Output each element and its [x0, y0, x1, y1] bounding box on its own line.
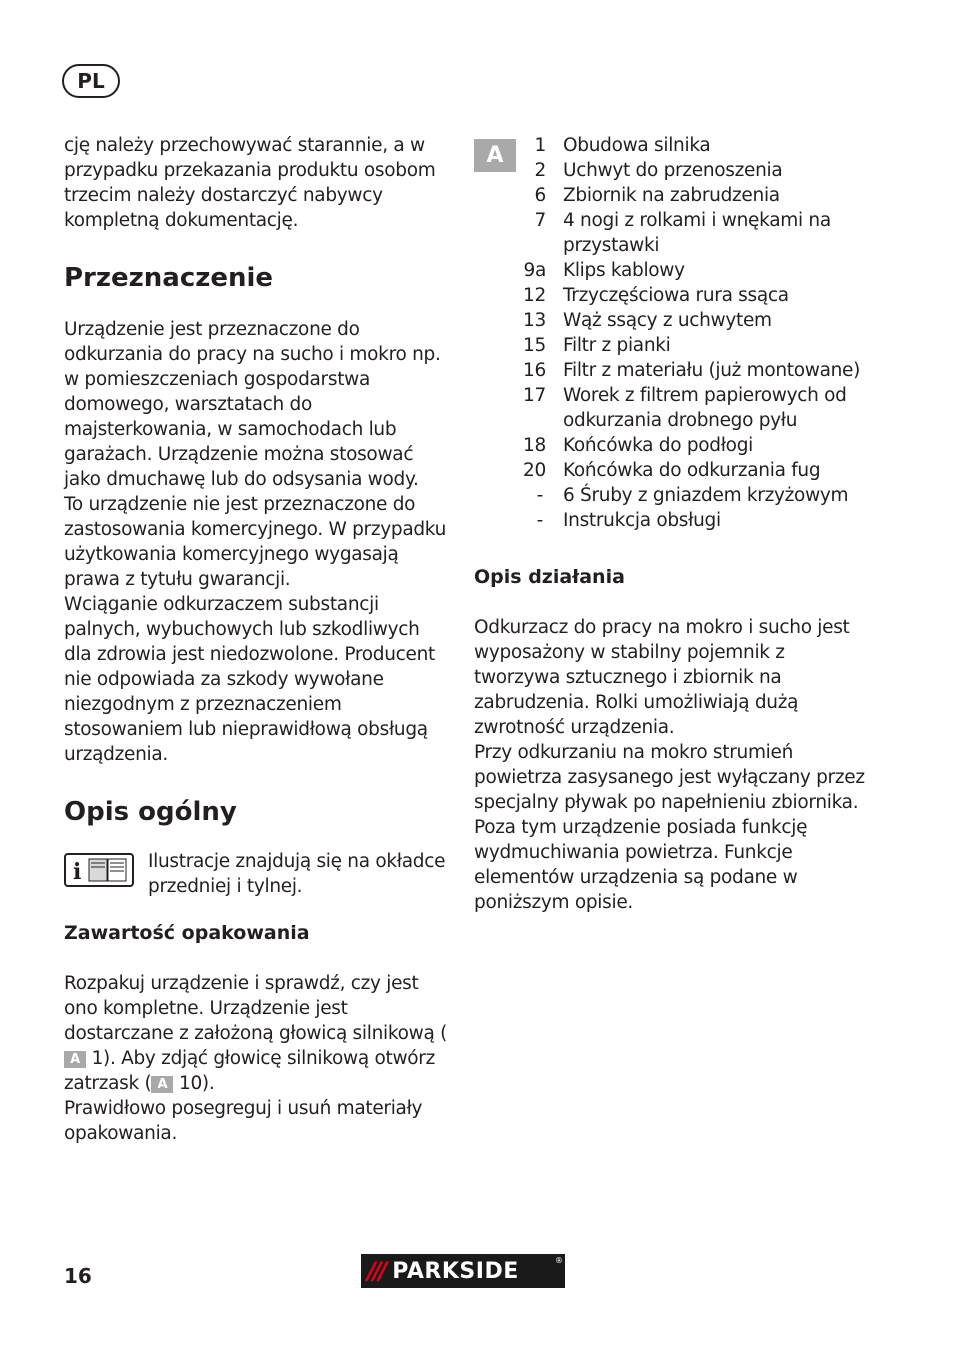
part-label: Klips kablowy [563, 260, 685, 281]
figure-a-badge: A [474, 139, 516, 172]
figure-ref-badge: A [64, 1051, 86, 1068]
parkside-logo [361, 1254, 565, 1288]
list-item [474, 208, 874, 258]
info-book-icon [64, 853, 134, 887]
part-number: 20 [523, 460, 546, 481]
svg-text:i: i [73, 859, 82, 885]
left-column [64, 133, 452, 1146]
heading-przeznaczenie: Przeznaczenie [64, 263, 274, 293]
part-label: 4 nogi z rolkami i wnękami na przystawki [563, 210, 831, 256]
language-code: PL [77, 69, 105, 93]
part-number: 15 [523, 335, 546, 356]
package-text-c: 10). [173, 1073, 215, 1094]
part-number: 6 [534, 185, 546, 206]
part-label: Obudowa silnika [563, 135, 711, 156]
part-label: Filtr z materiału (już montowane) [563, 360, 861, 381]
logo-brand-text: PARKSIDE [392, 1258, 519, 1284]
heading-opis-dzialania: Opis działania [474, 566, 625, 588]
intro-paragraph: cję należy przechowywać starannie, a w przypadku przekazania produktu osobom trzecim należy dostarczyć nabywcy kompletną dokumentację. [64, 135, 436, 231]
list-item [474, 458, 874, 483]
list-item [474, 133, 874, 158]
package-paragraph-2: Prawidłowo posegreguj i usuń materiały opakowania. [64, 1098, 423, 1144]
part-number: - [536, 485, 543, 506]
part-number: 18 [523, 435, 546, 456]
logo-registered-mark: ® [555, 1256, 563, 1265]
page-number: 16 [64, 1264, 92, 1288]
part-number: - [536, 510, 543, 531]
heading-opis-ogolny: Opis ogólny [64, 797, 237, 827]
info-note-text: Ilustracje znajdują się na okładce przedniej i tylnej. [148, 851, 446, 897]
list-item [474, 383, 874, 433]
part-number: 2 [534, 160, 546, 181]
list-item [474, 183, 874, 208]
part-label: 6 Śruby z gniazdem krzyżowym [563, 485, 849, 506]
part-number: 12 [523, 285, 546, 306]
part-label: Instrukcja obsługi [563, 510, 721, 531]
part-number: 1 [534, 135, 546, 156]
part-label: Końcówka do podłogi [563, 435, 753, 456]
package-text-a: Rozpakuj urządzenie i sprawdź, czy jest ono kompletne. Urządzenie jest dostarczane z założoną głowicą silnikową ( [64, 973, 447, 1044]
function-paragraph-3: Poza tym urządzenie posiada funkcję wydmuchiwania powietrza. Funkcje elementów urządzenia są podane w poniższym opisie. [474, 817, 808, 913]
list-item [474, 258, 874, 283]
heading-zawartosc-opakowania: Zawartość opakowania [64, 922, 310, 944]
logo-slashes: /// [367, 1257, 385, 1285]
right-column [474, 133, 874, 915]
package-paragraph [64, 971, 452, 1096]
list-item [474, 283, 874, 308]
list-item [474, 508, 874, 533]
part-number: 7 [534, 210, 546, 231]
purpose-paragraph-1: Urządzenie jest przeznaczone do odkurzania do pracy na sucho i mokro np. w pomieszczeniach gospodarstwa domowego, warsztatach do majsterkowania, w samochodach lub garażach. Urządzenie można stosować jako dmuchawę lub do odsysania wody. [64, 319, 441, 490]
purpose-paragraph-2: To urządzenie nie jest przeznaczone do zastosowania komercyjnego. W przypadku użytkowania komercyjnego wygasają prawa z tytułu gwarancji. [64, 494, 447, 590]
part-number: 13 [523, 310, 546, 331]
part-label: Worek z filtrem papierowych od odkurzania drobnego pyłu [563, 385, 847, 431]
part-label: Uchwyt do przenoszenia [563, 160, 783, 181]
list-item [474, 333, 874, 358]
part-number: 16 [523, 360, 546, 381]
part-label: Końcówka do odkurzania fug [563, 460, 821, 481]
purpose-paragraph-3: Wciąganie odkurzaczem substancji palnych, wybuchowych lub szkodliwych dla zdrowia jest niedozwolone. Producent nie odpowiada za szkody wywołane niezgodnym z przeznaczeniem stosowaniem lub nieprawidłową obsługą urządzenia. [64, 594, 435, 765]
list-item [474, 483, 874, 508]
info-note [64, 849, 452, 899]
package-text-b: 1). Aby zdjąć głowicę silnikową otwórz zatrzask ( [64, 1048, 436, 1094]
parts-list [474, 133, 874, 533]
part-number: 17 [523, 385, 546, 406]
list-item [474, 358, 874, 383]
list-item [474, 308, 874, 333]
function-paragraph-2: Przy odkurzaniu na mokro strumień powietrza zasysanego jest wyłączany przez specjalny pływak po napełnieniu zbiornika. [474, 742, 865, 813]
list-item [474, 433, 874, 458]
figure-ref-badge: A [151, 1076, 173, 1093]
list-item [474, 158, 874, 183]
language-badge [62, 64, 120, 98]
function-paragraph-1: Odkurzacz do pracy na mokro i sucho jest wyposażony w stabilny pojemnik z tworzywa sztucznego i zbiornik na zabrudzenia. Rolki umożliwiają dużą zwrotność urządzenia. [474, 617, 850, 738]
part-label: Trzyczęściowa rura ssąca [563, 285, 789, 306]
part-number: 9a [523, 260, 546, 281]
part-label: Wąż ssący z uchwytem [563, 310, 772, 331]
part-label: Zbiornik na zabrudzenia [563, 185, 780, 206]
part-label: Filtr z pianki [563, 335, 671, 356]
